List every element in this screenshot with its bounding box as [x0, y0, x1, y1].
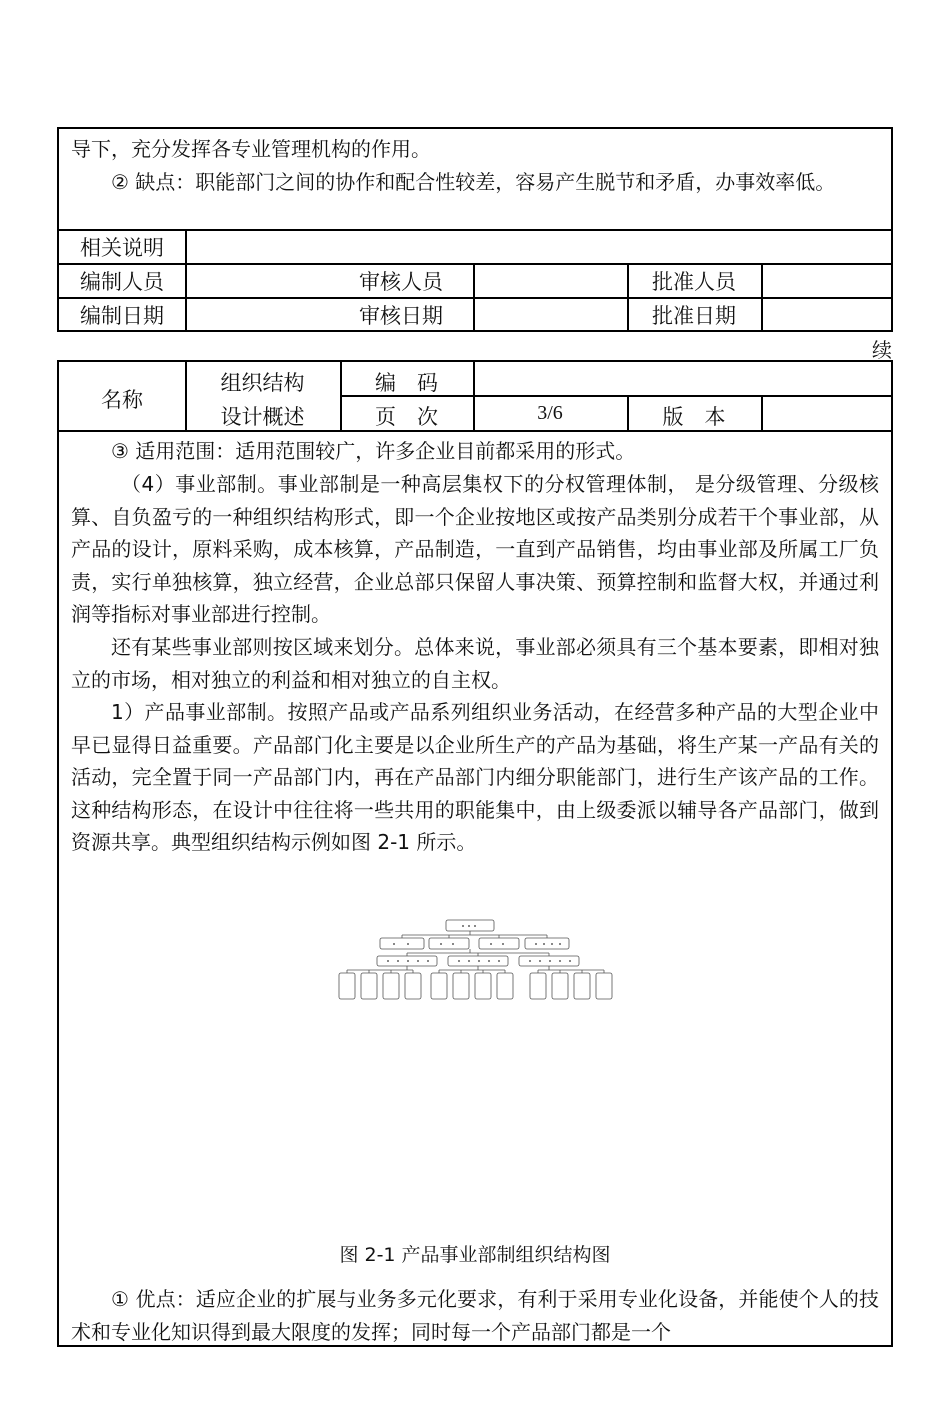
paragraph: 导下，充分发挥各专业管理机构的作用。 — [71, 137, 431, 161]
prepare-date-label: 编制日期 — [80, 304, 164, 328]
org-chart-figure — [337, 918, 619, 1002]
paragraph: ① 优点：适应企业的扩展与业务多元化要求，有利于采用专业化设备，并能使个人的技术和专业化知识得到最大限度的发挥；同时每一个产品部门都是一个 — [71, 1287, 879, 1344]
paragraph: ② 缺点：职能部门之间的协作和配合性较差，容易产生脱节和矛盾，办事效率低。 — [111, 169, 836, 194]
approve-date-label: 批准日期 — [652, 304, 736, 328]
top-table — [57, 127, 893, 332]
paragraph: ③ 适用范围：适用范围较广，许多企业目前都采用的形式。 — [111, 439, 636, 463]
review-date-label: 审核日期 — [359, 304, 443, 328]
code-label: 编 码 — [375, 371, 438, 395]
paragraph: 还有某些事业部则按区域来划分。总体来说，事业部必须具有三个基本要素，即相对独立的市场，相对独立的利益和相对独立的自主权。 — [71, 635, 879, 692]
figure-caption: 图 2-1 产品事业部制组织结构图 — [339, 1244, 611, 1266]
continued-mark: 续 — [872, 338, 892, 362]
name-label: 名称 — [101, 388, 143, 412]
page-value: 3/6 — [537, 402, 563, 424]
page-label: 页 次 — [375, 405, 438, 429]
name-value-line1: 组织结构 — [220, 371, 305, 395]
reviewer-label: 审核人员 — [359, 270, 443, 294]
paragraph: 1）产品事业部制。按照产品或产品系列组织业务活动，在经营多种产品的大型企业中早已显得日益重要。产品部门化主要是以企业所生产的产品为基础，将生产某一产品有关的活动，完全置于同一产品部门内，再在产品部门内细分职能部门，进行生产该产品的工作。这种结构形态，在设计中往往将一些共用的职能集中，由上级委派以辅导各产品部门，做到资源共享。典型组织结构示例如图 2-1 所示。 — [71, 700, 879, 854]
preparer-label: 编制人员 — [80, 270, 164, 294]
bottom-table — [57, 360, 893, 1347]
paragraph: （4）事业部制。事业部制是一种高层集权下的分权管理体制， 是分级管理、分级核算、自负盈亏的一种组织结构形式，即一个企业按地区或按产品类别分成若干个事业部，从产品的设计，原料采购，成本核算，产品制造，一直到产品销售，均由事业部及所属工厂负责，实行单独核算，独立经营，企业总部只保留人事决策、预算控制和监督大权，并通过利润等指标对事业部进行控制。 — [71, 472, 879, 626]
related-label: 相关说明 — [80, 236, 164, 260]
name-value-line2: 设计概述 — [220, 405, 305, 429]
approver-label: 批准人员 — [652, 270, 736, 294]
version-label: 版 本 — [662, 405, 726, 429]
